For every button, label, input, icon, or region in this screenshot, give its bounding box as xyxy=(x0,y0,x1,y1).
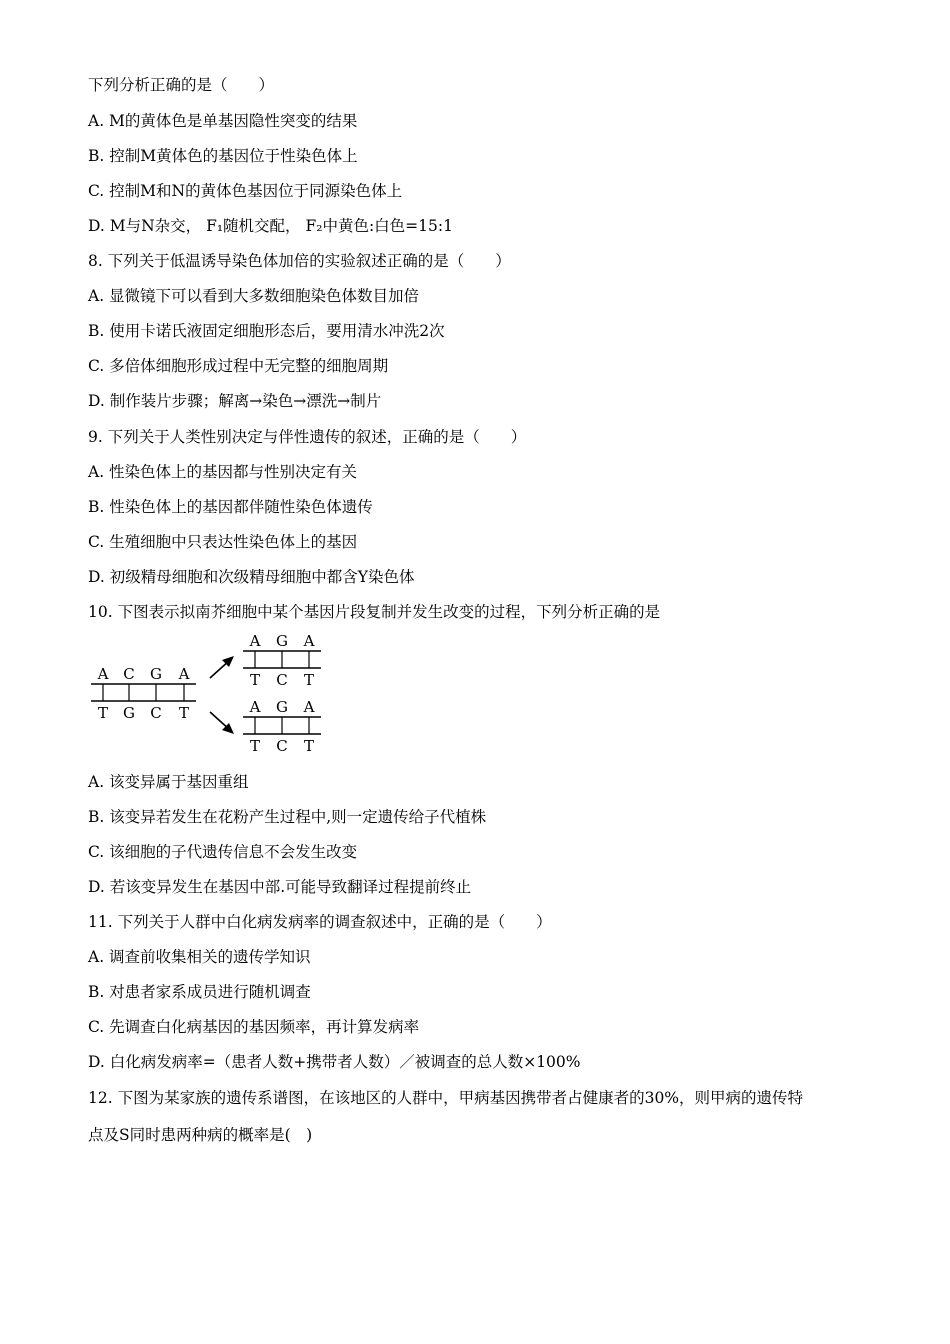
base-label: T xyxy=(303,671,315,689)
q12-stem-line1: 12. 下图为某家族的遗传系谱图，在该地区的人群中，甲病基因携带者占健康者的30%，则甲病的遗传特 xyxy=(88,1089,804,1107)
q7-option-d: D. M与N杂交， F₁随机交配， F₂中黄色:白色=15:1 xyxy=(88,217,453,235)
daughter-dna-strand-lower xyxy=(243,698,321,755)
q11-option-b: B. 对患者家系成员进行随机调查 xyxy=(88,983,311,1001)
base-label: G xyxy=(276,698,288,716)
base-label: T xyxy=(303,737,315,755)
q7-option-b: B. 控制M黄体色的基因位于性染色体上 xyxy=(88,147,358,165)
q9-option-a: A. 性染色体上的基因都与性别决定有关 xyxy=(88,463,358,481)
base-label: G xyxy=(123,704,135,722)
base-label: A xyxy=(249,632,261,650)
base-label: A xyxy=(303,698,315,716)
q10-option-b: B. 该变异若发生在花粉产生过程中,则一定遗传给子代植株 xyxy=(88,808,487,826)
q11-option-c: C. 先调查白化病基因的基因频率，再计算发病率 xyxy=(88,1018,420,1036)
q8-option-c: C. 多倍体细胞形成过程中无完整的细胞周期 xyxy=(88,357,389,375)
arrow-up-right-icon xyxy=(210,656,234,678)
base-label: T xyxy=(249,671,261,689)
base-label: A xyxy=(303,632,315,650)
base-label: T xyxy=(178,704,190,722)
base-label: T xyxy=(249,737,261,755)
base-label: G xyxy=(150,665,162,683)
arrow-down-right-icon xyxy=(210,712,234,734)
base-label: G xyxy=(276,632,288,650)
base-label: C xyxy=(150,704,162,722)
base-label: A xyxy=(249,698,261,716)
q9-option-b: B. 性染色体上的基因都伴随性染色体遗传 xyxy=(88,498,373,516)
base-label: C xyxy=(276,737,288,755)
base-label: A xyxy=(97,665,109,683)
dna-replication-diagram xyxy=(88,632,338,761)
base-label: A xyxy=(178,665,190,683)
q8-stem: 8. 下列关于低温诱导染色体加倍的实验叙述正确的是（ ） xyxy=(88,252,511,270)
daughter-dna-strand-upper xyxy=(243,632,321,689)
dna-replication-svg xyxy=(88,632,338,757)
q11-option-a: A. 调查前收集相关的遗传学知识 xyxy=(88,948,311,966)
base-label: T xyxy=(97,704,109,722)
q8-option-a: A. 显微镜下可以看到大多数细胞染色体数目加倍 xyxy=(88,287,420,305)
q7-stem-tail: 下列分析正确的是（ ） xyxy=(88,76,275,94)
q11-option-d: D. 白化病发病率=（患者人数+携带者人数）／被调查的总人数×100% xyxy=(88,1053,581,1071)
q9-option-c: C. 生殖细胞中只表达性染色体上的基因 xyxy=(88,533,358,551)
q8-option-d: D. 制作装片步骤；解离→染色→漂洗→制片 xyxy=(88,392,382,410)
q7-option-c: C. 控制M和N的黄体色基因位于同源染色体上 xyxy=(88,182,403,200)
q8-option-b: B. 使用卡诺氏液固定细胞形态后，要用清水冲洗2次 xyxy=(88,322,445,340)
q7-option-a: A. M的黄体色是单基因隐性突变的结果 xyxy=(88,112,358,130)
q9-stem: 9. 下列关于人类性别决定与伴性遗传的叙述，正确的是（ ） xyxy=(88,428,527,446)
q10-option-a: A. 该变异属于基因重组 xyxy=(88,773,249,791)
original-dna-strand xyxy=(91,665,196,722)
q11-stem: 11. 下列关于人群中白化病发病率的调查叙述中，正确的是（ ） xyxy=(88,913,552,931)
base-label: C xyxy=(123,665,135,683)
base-label: C xyxy=(276,671,288,689)
q10-option-c: C. 该细胞的子代遗传信息不会发生改变 xyxy=(88,843,358,861)
q9-option-d: D. 初级精母细胞和次级精母细胞中都含Y染色体 xyxy=(88,568,415,586)
q10-stem: 10. 下图表示拟南芥细胞中某个基因片段复制并发生改变的过程，下列分析正确的是 xyxy=(88,603,661,621)
q10-option-d: D. 若该变异发生在基因中部.可能导致翻译过程提前终止 xyxy=(88,878,472,896)
q12-stem-line2: 点及S同时患两种病的概率是( ) xyxy=(88,1126,313,1144)
